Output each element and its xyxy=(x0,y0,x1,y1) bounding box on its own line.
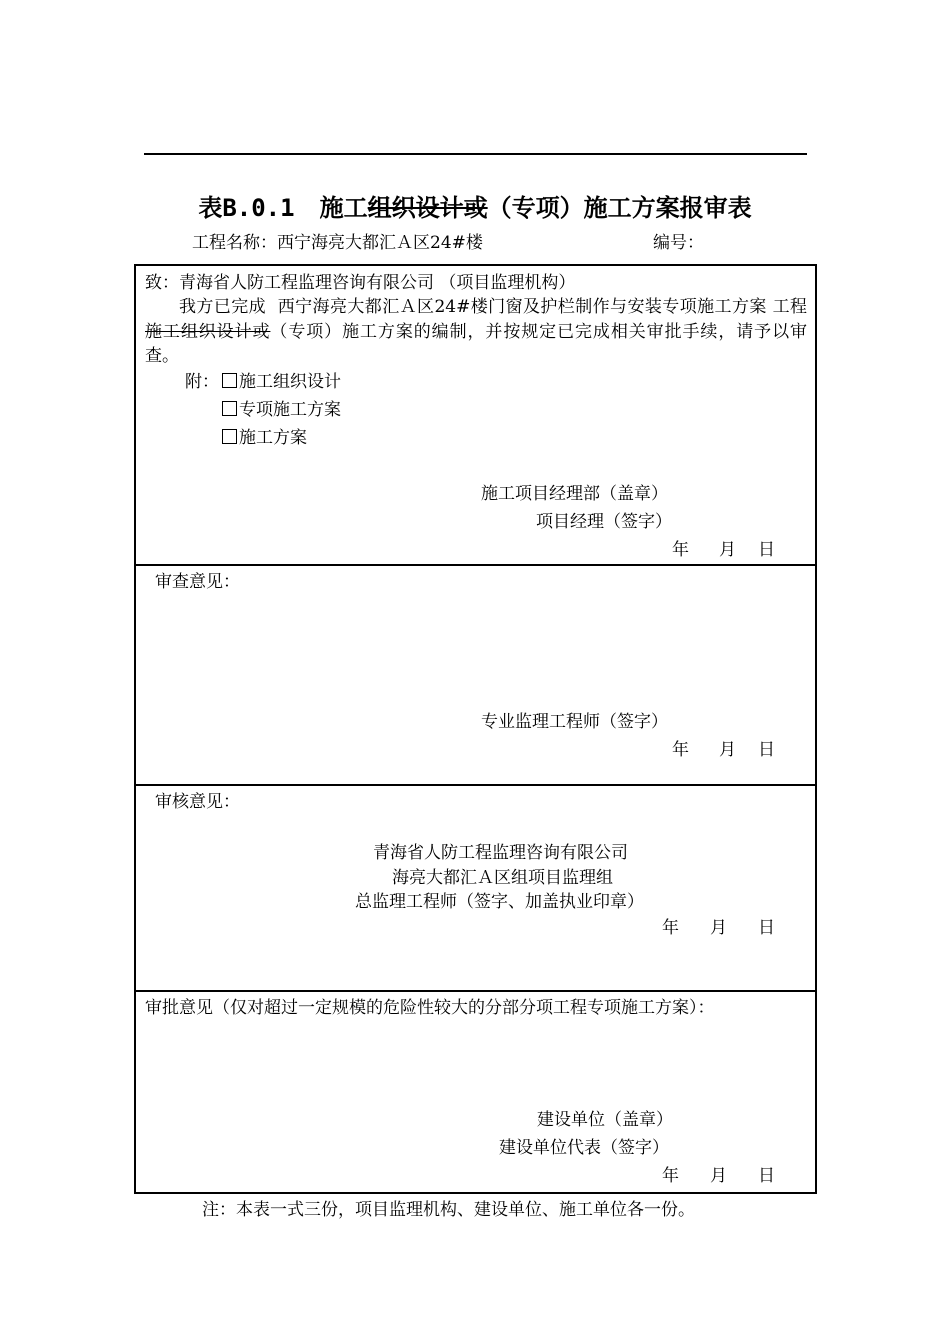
checkbox-icon[interactable] xyxy=(222,429,237,444)
attachment-label: 专项施工方案 xyxy=(239,400,341,420)
date-day: 日 xyxy=(758,1166,775,1186)
divider xyxy=(134,784,817,786)
project-name: 西宁海亮大都汇Ａ区24#楼 xyxy=(277,233,483,253)
body-text: 工程 xyxy=(772,297,808,317)
date-month: 月 xyxy=(719,540,736,560)
project-label: 工程名称： xyxy=(192,233,277,253)
approval-opinion-label: 审批意见（仅对超过一定规模的危险性较大的分部分项工程专项施工方案）： xyxy=(145,998,715,1018)
attachment-item[interactable] xyxy=(222,428,307,448)
date-day: 日 xyxy=(758,918,775,938)
date-day: 日 xyxy=(758,740,775,760)
body-struck-text: 施工组织设计或 xyxy=(145,321,271,342)
body-text: 我方已完成 xyxy=(179,297,267,317)
body-text: （专项）施工方案的编制，并按规定已完成相关审批手续，请予以审查。 xyxy=(145,321,808,366)
supervision-company: 青海省人防工程监理咨询有限公司 xyxy=(373,843,628,863)
addressee: 致：青海省人防工程监理咨询有限公司 （项目监理机构） xyxy=(145,273,576,293)
owner-seal-label: 建设单位（盖章） xyxy=(537,1110,673,1130)
attach-label: 附： xyxy=(185,372,219,392)
project-name-line xyxy=(192,233,483,253)
date-year: 年 xyxy=(662,918,679,938)
date-year: 年 xyxy=(672,540,689,560)
supervision-group: 海亮大都汇Ａ区组项目监理组 xyxy=(392,868,613,888)
divider xyxy=(134,990,817,992)
date-day: 日 xyxy=(758,540,775,560)
date-month: 月 xyxy=(719,740,736,760)
attachment-item[interactable] xyxy=(222,372,341,392)
audit-opinion-label: 审核意见： xyxy=(155,792,240,812)
title-part: （专项）施工方案报审表 xyxy=(487,193,752,222)
date-year: 年 xyxy=(662,1166,679,1186)
owner-rep-sign-label: 建设单位代表（签字） xyxy=(499,1138,669,1158)
submission-paragraph xyxy=(145,295,807,369)
title-part: 施工 xyxy=(319,193,368,222)
attachment-label: 施工方案 xyxy=(239,428,307,448)
title-code: 表B.0.1 xyxy=(198,194,295,222)
contractor-seal-label: 施工项目经理部（盖章） xyxy=(481,484,668,504)
date-month: 月 xyxy=(710,918,727,938)
date-year: 年 xyxy=(672,740,689,760)
footer-note: 注：本表一式三份，项目监理机构、建设单位、施工单位各一份。 xyxy=(202,1200,695,1220)
date-month: 月 xyxy=(710,1166,727,1186)
number-label: 编号： xyxy=(653,233,704,253)
chief-engineer-sign-label: 总监理工程师（签字、加盖执业印章） xyxy=(355,892,644,912)
top-rule xyxy=(144,153,807,155)
body-project: 西宁海亮大都汇Ａ区24#楼门窗及护栏制作与安装专项施工方案 xyxy=(277,297,767,317)
manager-sign-label: 项目经理（签字） xyxy=(536,512,672,532)
title-struck-part: 组织设计或 xyxy=(367,193,488,222)
attachment-item[interactable] xyxy=(222,400,341,420)
checkbox-icon[interactable] xyxy=(222,373,237,388)
engineer-sign-label: 专业监理工程师（签字） xyxy=(481,712,668,732)
page-title xyxy=(0,188,950,223)
checkbox-icon[interactable] xyxy=(222,401,237,416)
attachment-label: 施工组织设计 xyxy=(239,372,341,392)
review-opinion-label: 审查意见： xyxy=(155,572,240,592)
divider xyxy=(134,564,817,566)
